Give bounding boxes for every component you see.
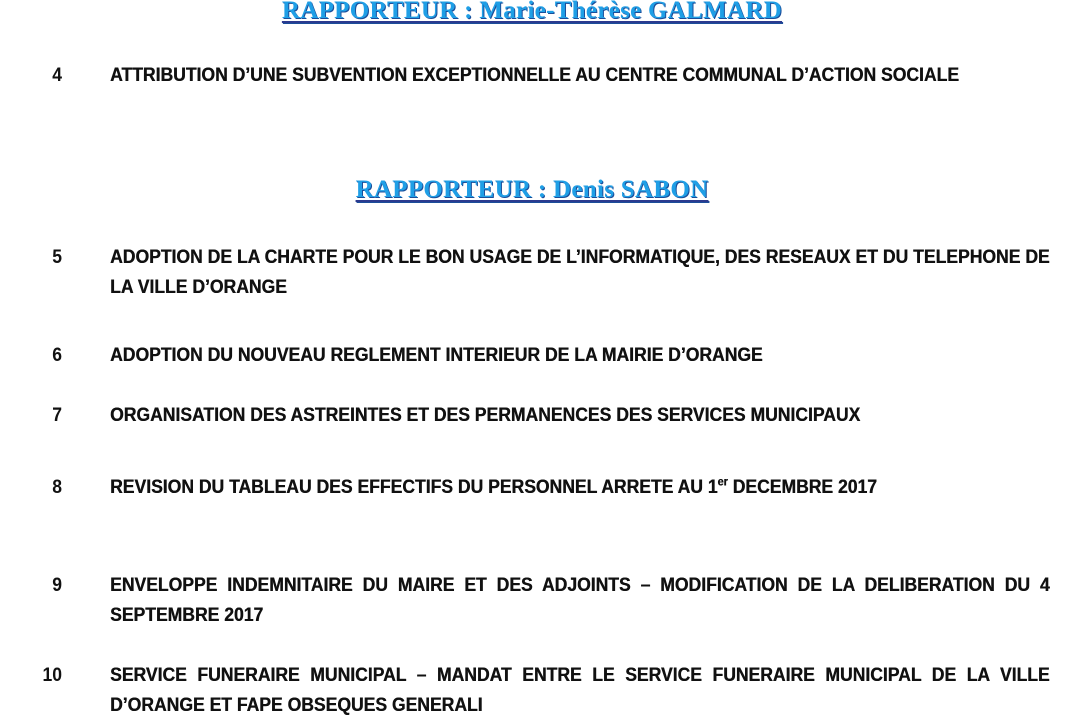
item-number: 8 [52, 476, 62, 498]
item-number: 7 [52, 404, 62, 426]
rapporteur-heading: RAPPORTEUR : Denis SABON [355, 176, 709, 203]
item-text [110, 472, 1050, 502]
item-text: ENVELOPPE INDEMNITAIRE DU MAIRE ET DES ADJOINTS – MODIFICATION DE LA DELIBERATION DU 4 SEPTEMBRE 2017 [110, 574, 1050, 626]
item-text-day: 1 [707, 476, 718, 498]
item-text-end: DECEMBRE 2017 [727, 476, 877, 498]
item-number: 5 [52, 246, 62, 268]
ordinal-suffix: er [717, 474, 728, 489]
item-number: 10 [42, 664, 62, 686]
item-text: SERVICE FUNERAIRE MUNICIPAL – MANDAT ENTRE LE SERVICE FUNERAIRE MUNICIPAL DE LA VILLE D’ORANGE ET FAPE OBSEQUES GENERALI [110, 664, 1050, 716]
item-number: 4 [52, 64, 62, 86]
item-number: 9 [52, 574, 62, 596]
item-text: ADOPTION DE LA CHARTE POUR LE BON USAGE DE L’INFORMATIQUE, DES RESEAUX ET DU TELEPHONE DE LA VILLE D’ORANGE [110, 246, 1050, 298]
item-text: ADOPTION DU NOUVEAU REGLEMENT INTERIEUR DE LA MAIRIE D’ORANGE [110, 344, 763, 366]
item-text: ORGANISATION DES ASTREINTES ET DES PERMANENCES DES SERVICES MUNICIPAUX [110, 404, 861, 426]
item-text: ATTRIBUTION D’UNE SUBVENTION EXCEPTIONNELLE AU CENTRE COMMUNAL D’ACTION SOCIALE [110, 64, 959, 86]
item-text-main: REVISION DU TABLEAU DES EFFECTIFS DU PERSONNEL ARRETE AU [110, 476, 703, 498]
item-number: 6 [52, 344, 62, 366]
rapporteur-heading: RAPPORTEUR : Marie-Thérèse GALMARD [281, 0, 783, 24]
